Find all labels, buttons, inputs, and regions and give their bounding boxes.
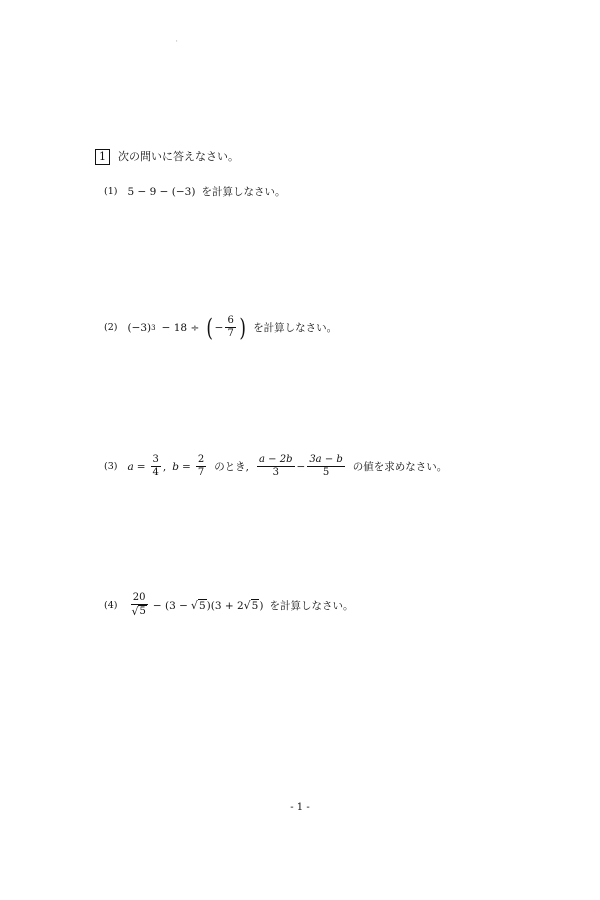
problem-1	[104, 184, 285, 199]
problem-3-eq-a: =	[136, 460, 146, 473]
problem-3-f2-numerator: 3a − b	[309, 454, 343, 465]
sqrt-symbol: √	[190, 599, 198, 612]
problem-3-var-a: a	[127, 460, 134, 473]
problem-4-label: (4)	[104, 600, 118, 611]
problem-2-exponent: 3	[151, 323, 156, 332]
sqrt-argument: 5	[198, 600, 206, 612]
problem-1-label: (1)	[104, 186, 118, 197]
problem-2-fraction	[225, 315, 235, 340]
sqrt-symbol: √	[243, 599, 251, 612]
problem-4-frac-numerator: 20	[132, 592, 146, 603]
problem-3-label: (3)	[104, 461, 118, 472]
problem-4-fraction	[129, 592, 148, 619]
problem-2-paren-open: (	[206, 313, 214, 342]
problem-1-expression: 5 − 9 − (−3)	[127, 185, 196, 198]
problem-2-base: (−3)	[127, 321, 152, 334]
problem-3-fraction-2	[307, 454, 344, 479]
problem-3-a-denominator: 4	[152, 467, 159, 478]
problem-4-frac-denominator	[129, 605, 148, 619]
problem-3-var-b: b	[172, 460, 179, 473]
problem-4-part-1: − (3 −	[152, 599, 188, 612]
problem-1-instruction: を計算しなさい。	[201, 186, 286, 198]
problem-4-part-2: )(3 + 2	[206, 599, 244, 612]
problem-2	[104, 315, 337, 340]
problem-3-b-numerator: 2	[197, 454, 205, 465]
problem-3-separator: ,	[162, 460, 167, 473]
problem-2-paren-close: )	[239, 313, 246, 342]
problem-3-f1-numerator: a − 2b	[259, 454, 293, 465]
problem-3-when: のとき,	[214, 461, 250, 473]
problem-4-instruction: を計算しなさい。	[269, 600, 354, 612]
problem-3-f1-denominator: 3	[272, 467, 279, 478]
problem-4	[104, 592, 353, 619]
problem-4-root-1	[191, 599, 207, 612]
question-number: 1	[95, 149, 110, 165]
problem-2-label: (2)	[104, 322, 118, 333]
question-title: 次の問いに答えなさい。	[118, 150, 239, 163]
problem-3-a-numerator: 3	[152, 454, 159, 465]
sqrt-argument: 5	[251, 600, 259, 612]
sqrt-argument: 5	[139, 606, 146, 617]
problem-3-minus: −	[296, 460, 306, 473]
problem-4-denominator-root	[131, 605, 146, 618]
problem-4-root-2	[244, 599, 260, 612]
problem-3-fraction-b	[196, 454, 206, 479]
page-number: - 1 -	[290, 802, 310, 813]
problem-3-f2-denominator: 5	[322, 467, 330, 478]
problem-2-neg: −	[214, 321, 224, 334]
problem-3-b-denominator: 7	[197, 467, 205, 478]
problem-2-instruction: を計算しなさい。	[253, 322, 338, 334]
problem-3-eq-b: =	[182, 460, 191, 473]
problem-3-fraction-a	[151, 454, 161, 479]
problem-3	[104, 454, 447, 479]
problem-3-instruction: の値を求めなさい。	[352, 461, 448, 473]
problem-4-part-3: )	[259, 599, 264, 612]
problem-2-frac-numerator: 6	[227, 315, 234, 326]
problem-2-frac-denominator: 7	[227, 328, 234, 339]
sqrt-symbol: √	[131, 605, 139, 618]
problem-3-fraction-1	[257, 454, 294, 479]
problem-2-middle: − 18 ÷	[161, 321, 200, 334]
stray-mark: '	[176, 40, 178, 47]
